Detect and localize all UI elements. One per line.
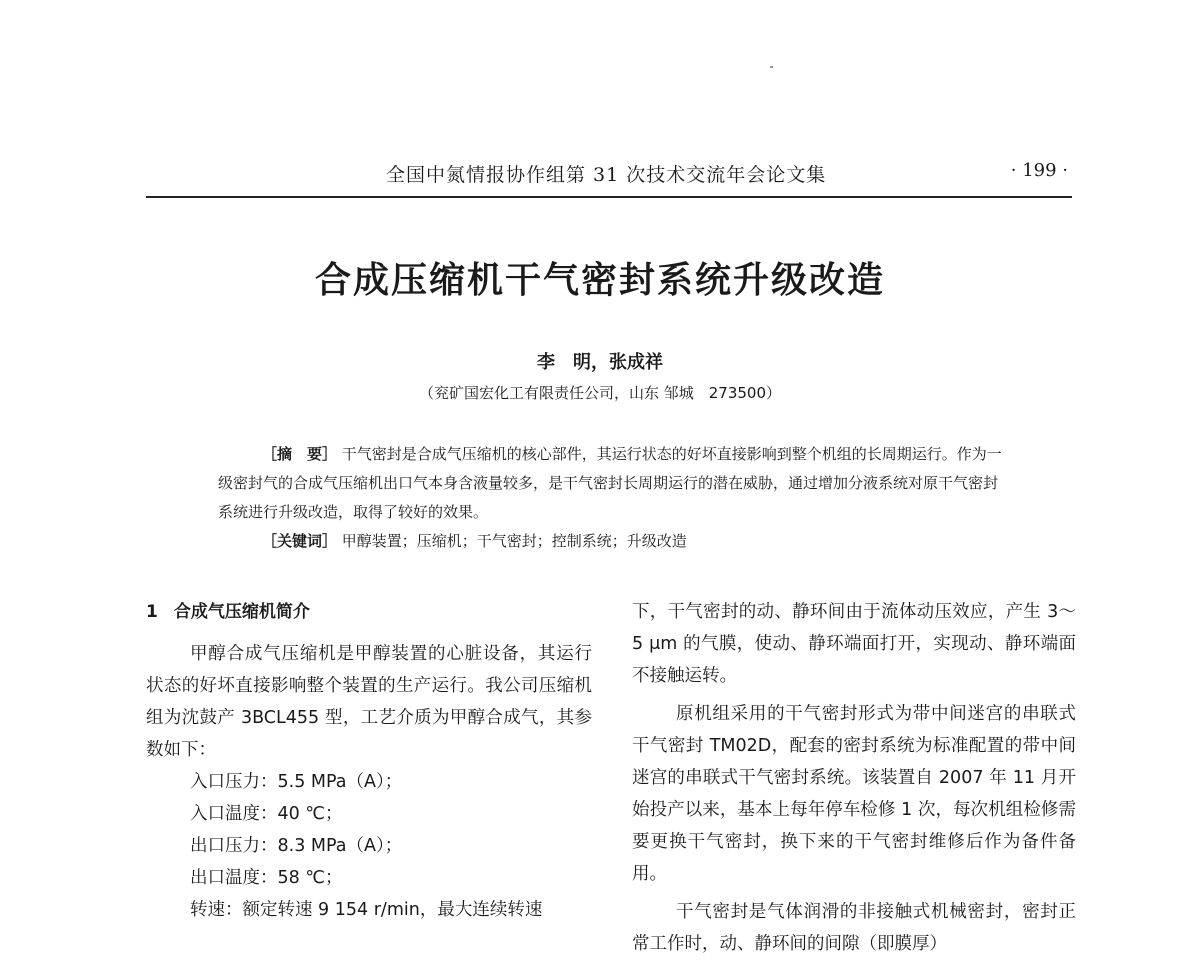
- affiliation: （兖矿国宏化工有限责任公司，山东 邹城 273500）: [418, 384, 782, 402]
- proceedings-title: 全国中氮情报协作组第 31 次技术交流年会论文集: [386, 164, 827, 186]
- page-number: · 199 ·: [1010, 160, 1068, 181]
- abstract-block: [218, 440, 1008, 556]
- running-header: [146, 160, 1072, 198]
- param-outlet-pressure: 出口压力：8.3 MPa（A）；: [190, 836, 403, 856]
- param-inlet-pressure: 入口压力：5.5 MPa（A）；: [190, 772, 403, 792]
- section-intro-paragraph: 甲醇合成气压缩机是甲醇装置的心脏设备，其运行状态的好坏直接影响整个装置的生产运行。我公司压缩机组为沈鼓产 3BCL455 型，工艺介质为甲醇合成气，其参数如下：: [146, 644, 592, 760]
- authors: 李 明，张成祥: [537, 352, 663, 373]
- keywords-text: 甲醇装置；压缩机；干气密封；控制系统；升级改造: [341, 532, 687, 550]
- scan-speck: [770, 66, 773, 68]
- param-speed: 转速：额定转速 9 154 r/min，最大连续转速: [190, 900, 543, 920]
- right-column: [632, 596, 1076, 960]
- paper-title: 合成压缩机干气密封系统升级改造: [314, 260, 885, 301]
- body-paragraph-3: 干气密封是气体润滑的非接触式机械密封，密封正常工作时，动、静环间的间隙（即膜厚）: [632, 902, 1076, 954]
- section-title: 合成气压缩机简介: [173, 602, 310, 622]
- section-number: 1: [146, 602, 158, 622]
- abstract-paragraph: [218, 440, 1008, 527]
- left-column: [146, 596, 592, 926]
- param-outlet-temperature: 出口温度：58 ℃；: [190, 868, 343, 888]
- param-inlet-temperature: 入口温度：40 ℃；: [190, 804, 343, 824]
- body-paragraph-1: 下，干气密封的动、静环间由于流体动压效应，产生 3～5 μm 的气膜，使动、静环端面打开，实现动、静环端面不接触运转。: [632, 602, 1076, 686]
- section-heading: [146, 596, 592, 628]
- body-paragraph-2: 原机组采用的干气密封形式为带中间迷宫的串联式干气密封 TM02D，配套的密封系统为标准配置的带中间迷宫的串联式干气密封系统。该装置自 2007 年 11 月开始投产以来，基本上每年停车检修 1 次，每次机组检修需要更换干气密封，换下来的干气密封维修后作为备件备用。: [632, 704, 1076, 884]
- keywords-line: [218, 527, 1008, 556]
- abstract-label: ［摘 要］: [262, 445, 338, 463]
- abstract-text: 干气密封是合成气压缩机的核心部件，其运行状态的好坏直接影响到整个机组的长周期运行。作为一级密封气的合成气压缩机出口气本身含液量较多，是干气密封长周期运行的潜在威胁，通过增加分液系统对原干气密封系统进行升级改造，取得了较好的效果。: [218, 445, 1002, 521]
- keywords-label: ［关键词］: [262, 532, 338, 550]
